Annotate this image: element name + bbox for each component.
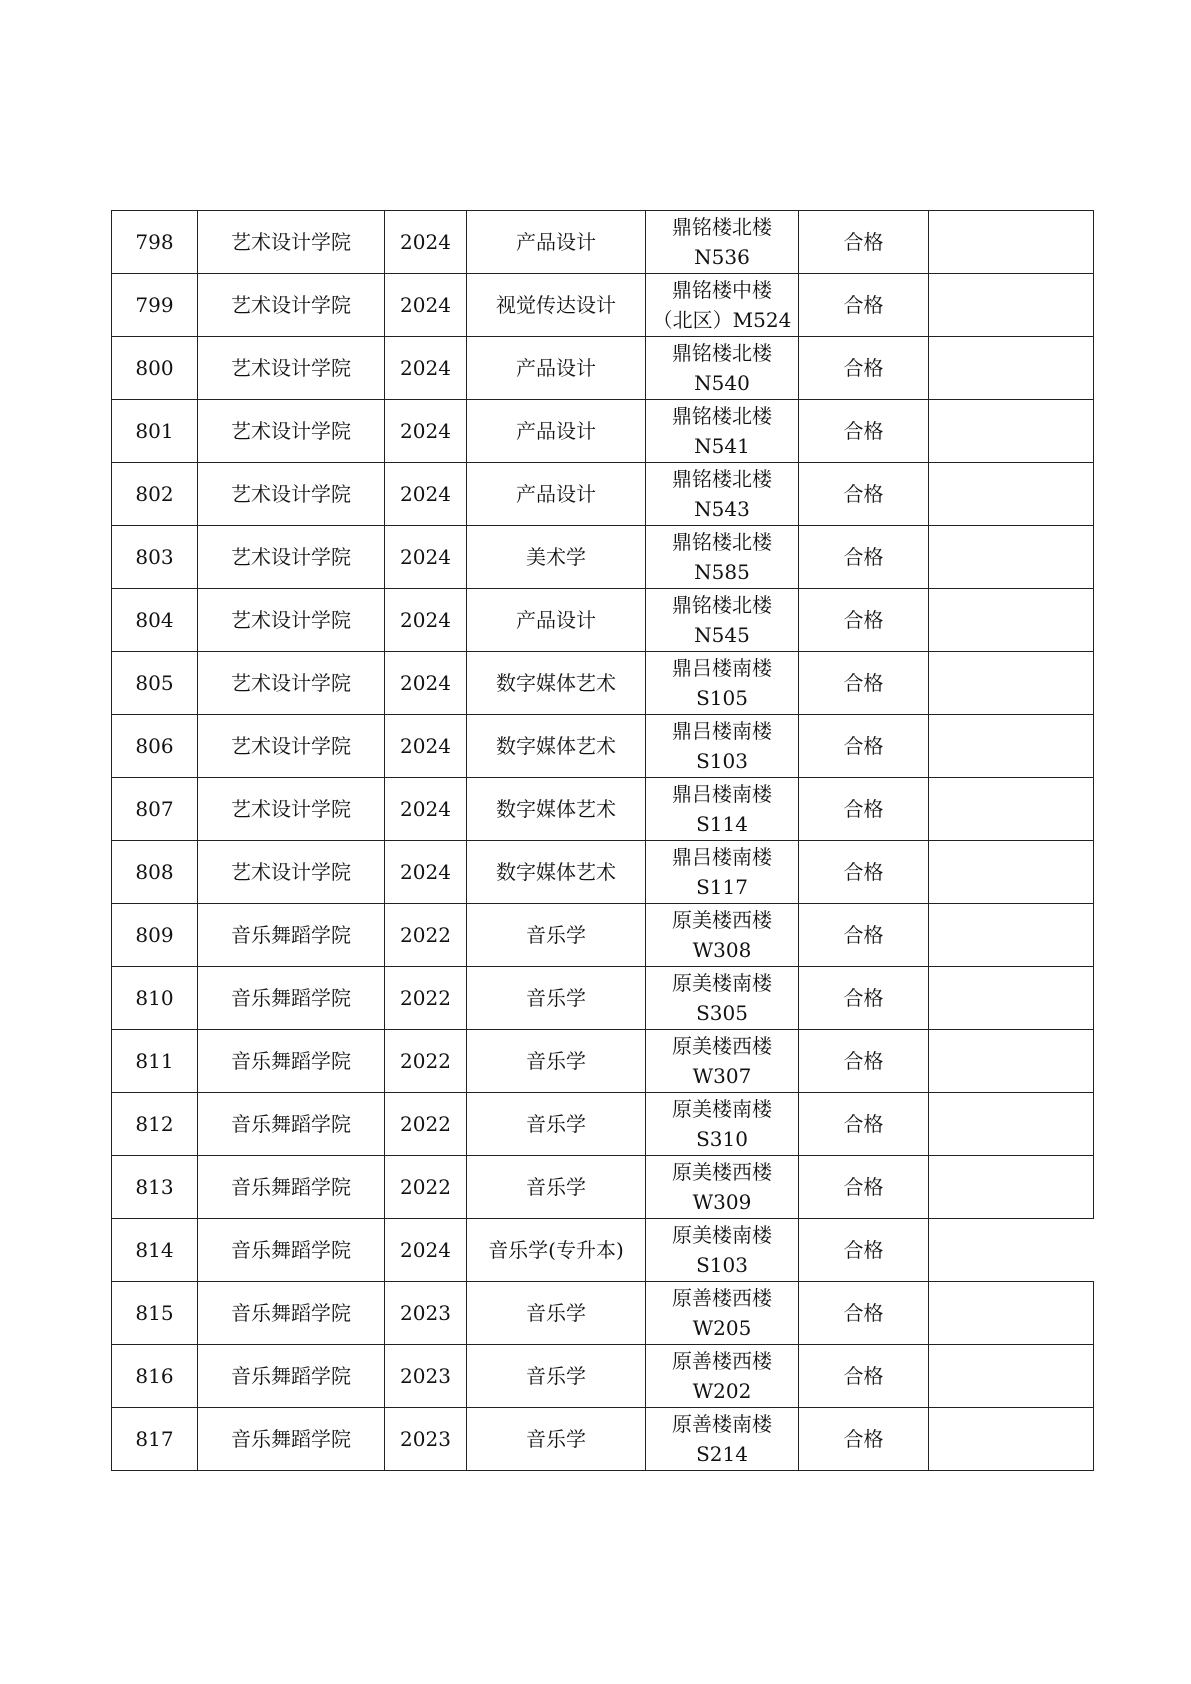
- cell-note: [929, 1282, 1094, 1345]
- cell-dorm-room: [646, 1156, 799, 1219]
- cell-major: 音乐学: [467, 1030, 646, 1093]
- cell-result: 合格: [799, 1219, 929, 1282]
- cell-number: 806: [112, 715, 198, 778]
- cell-year: 2024: [385, 841, 467, 904]
- cell-result: 合格: [799, 1345, 929, 1408]
- cell-result: 合格: [799, 463, 929, 526]
- cell-major: 产品设计: [467, 337, 646, 400]
- room-number: N541: [694, 434, 750, 458]
- room-building: 原美楼西楼: [672, 1160, 772, 1184]
- cell-dorm-room: [646, 1219, 799, 1282]
- cell-year: 2024: [385, 274, 467, 337]
- cell-major: 美术学: [467, 526, 646, 589]
- cell-dorm-room: [646, 1030, 799, 1093]
- cell-college: 音乐舞蹈学院: [198, 1156, 385, 1219]
- cell-year: 2023: [385, 1282, 467, 1345]
- cell-dorm-room: [646, 967, 799, 1030]
- table-row: [112, 1219, 1094, 1282]
- cell-major: 音乐学: [467, 1156, 646, 1219]
- cell-note: [929, 400, 1094, 463]
- cell-college: 音乐舞蹈学院: [198, 1093, 385, 1156]
- cell-major: 数字媒体艺术: [467, 778, 646, 841]
- cell-dorm-room: [646, 1093, 799, 1156]
- cell-dorm-room: [646, 211, 799, 274]
- cell-result: 合格: [799, 715, 929, 778]
- cell-note: [929, 589, 1094, 652]
- cell-dorm-room: [646, 904, 799, 967]
- cell-dorm-room: [646, 463, 799, 526]
- cell-number: 803: [112, 526, 198, 589]
- room-number: S114: [696, 812, 748, 836]
- cell-result: 合格: [799, 1156, 929, 1219]
- cell-number: 801: [112, 400, 198, 463]
- cell-college: 音乐舞蹈学院: [198, 1345, 385, 1408]
- room-number: S105: [696, 686, 748, 710]
- inspection-results-table: [111, 210, 1094, 1471]
- cell-year: 2024: [385, 589, 467, 652]
- cell-dorm-room: [646, 274, 799, 337]
- cell-result: 合格: [799, 337, 929, 400]
- room-building: 原善楼西楼: [672, 1286, 772, 1310]
- cell-college: 音乐舞蹈学院: [198, 904, 385, 967]
- cell-dorm-room: [646, 337, 799, 400]
- cell-note: [929, 463, 1094, 526]
- cell-number: 810: [112, 967, 198, 1030]
- table-row: [112, 337, 1094, 400]
- table-row: [112, 463, 1094, 526]
- room-building: 原美楼南楼: [672, 1097, 772, 1121]
- cell-college: 艺术设计学院: [198, 463, 385, 526]
- table-row: [112, 778, 1094, 841]
- cell-college: 音乐舞蹈学院: [198, 967, 385, 1030]
- cell-note: [929, 1408, 1094, 1471]
- room-number: N540: [694, 371, 750, 395]
- cell-major: 数字媒体艺术: [467, 841, 646, 904]
- cell-major: 视觉传达设计: [467, 274, 646, 337]
- room-building: 原美楼西楼: [672, 908, 772, 932]
- room-number: S214: [696, 1442, 748, 1466]
- cell-note: [929, 1093, 1094, 1156]
- cell-year: 2024: [385, 337, 467, 400]
- room-number: W205: [692, 1316, 752, 1340]
- cell-year: 2024: [385, 400, 467, 463]
- room-number: S310: [696, 1127, 748, 1151]
- cell-dorm-room: [646, 1345, 799, 1408]
- room-number: W307: [692, 1064, 752, 1088]
- table-row: [112, 211, 1094, 274]
- cell-note: [929, 1156, 1094, 1219]
- cell-year: 2023: [385, 1345, 467, 1408]
- cell-note: [929, 904, 1094, 967]
- cell-note: [929, 715, 1094, 778]
- room-number: （北区）M524: [652, 308, 792, 332]
- room-number: W308: [692, 938, 752, 962]
- cell-note: [929, 652, 1094, 715]
- room-building: 原美楼西楼: [672, 1034, 772, 1058]
- table-row: [112, 1345, 1094, 1408]
- room-number: S117: [696, 875, 748, 899]
- cell-result: 合格: [799, 652, 929, 715]
- cell-result: 合格: [799, 400, 929, 463]
- cell-number: 804: [112, 589, 198, 652]
- room-building: 原善楼南楼: [672, 1412, 772, 1436]
- cell-note: [929, 778, 1094, 841]
- cell-major: 数字媒体艺术: [467, 715, 646, 778]
- cell-number: 812: [112, 1093, 198, 1156]
- table-row: [112, 652, 1094, 715]
- cell-major: 产品设计: [467, 211, 646, 274]
- table-body: [112, 211, 1094, 1471]
- cell-result: 合格: [799, 1408, 929, 1471]
- cell-result: 合格: [799, 1030, 929, 1093]
- cell-number: 799: [112, 274, 198, 337]
- room-building: 鼎铭楼北楼: [672, 467, 772, 491]
- cell-college: 音乐舞蹈学院: [198, 1219, 385, 1282]
- room-number: N543: [694, 497, 750, 521]
- table-row: [112, 400, 1094, 463]
- cell-result: 合格: [799, 904, 929, 967]
- cell-year: 2023: [385, 1408, 467, 1471]
- cell-result: 合格: [799, 967, 929, 1030]
- cell-note: [929, 337, 1094, 400]
- table-row: [112, 904, 1094, 967]
- table-row: [112, 967, 1094, 1030]
- table-row: [112, 274, 1094, 337]
- cell-major: 音乐学: [467, 1282, 646, 1345]
- cell-major: 音乐学: [467, 1345, 646, 1408]
- cell-major: 音乐学: [467, 1093, 646, 1156]
- cell-note: [929, 1030, 1094, 1093]
- cell-college: 艺术设计学院: [198, 526, 385, 589]
- cell-college: 艺术设计学院: [198, 589, 385, 652]
- room-building: 鼎铭楼北楼: [672, 404, 772, 428]
- cell-number: 817: [112, 1408, 198, 1471]
- table-row: [112, 526, 1094, 589]
- cell-number: 798: [112, 211, 198, 274]
- room-building: 原美楼南楼: [672, 971, 772, 995]
- cell-result: 合格: [799, 211, 929, 274]
- cell-result: 合格: [799, 589, 929, 652]
- cell-major: 数字媒体艺术: [467, 652, 646, 715]
- cell-college: 艺术设计学院: [198, 778, 385, 841]
- cell-result: 合格: [799, 274, 929, 337]
- cell-note: [929, 1345, 1094, 1408]
- cell-number: 813: [112, 1156, 198, 1219]
- cell-number: 815: [112, 1282, 198, 1345]
- cell-college: 音乐舞蹈学院: [198, 1408, 385, 1471]
- room-building: 鼎吕楼南楼: [672, 656, 772, 680]
- cell-dorm-room: [646, 715, 799, 778]
- cell-college: 艺术设计学院: [198, 274, 385, 337]
- table-row: [112, 841, 1094, 904]
- cell-year: 2022: [385, 967, 467, 1030]
- cell-year: 2024: [385, 1219, 467, 1282]
- cell-college: 音乐舞蹈学院: [198, 1282, 385, 1345]
- cell-dorm-room: [646, 589, 799, 652]
- cell-note: [929, 526, 1094, 589]
- room-building: 鼎铭楼北楼: [672, 530, 772, 554]
- room-number: S103: [696, 749, 748, 773]
- room-building: 鼎吕楼南楼: [672, 782, 772, 806]
- table-row: [112, 1156, 1094, 1219]
- room-number: W202: [692, 1379, 752, 1403]
- room-number: S305: [696, 1001, 748, 1025]
- cell-note: [929, 211, 1094, 274]
- cell-year: 2024: [385, 778, 467, 841]
- room-building: 鼎铭楼北楼: [672, 341, 772, 365]
- table-row: [112, 1282, 1094, 1345]
- cell-dorm-room: [646, 526, 799, 589]
- cell-number: 809: [112, 904, 198, 967]
- cell-dorm-room: [646, 778, 799, 841]
- cell-dorm-room: [646, 400, 799, 463]
- cell-note: [929, 841, 1094, 904]
- cell-year: 2024: [385, 526, 467, 589]
- table-row: [112, 1093, 1094, 1156]
- cell-result: 合格: [799, 1282, 929, 1345]
- cell-note: [929, 274, 1094, 337]
- table-row: [112, 589, 1094, 652]
- cell-major: 音乐学(专升本): [467, 1219, 646, 1282]
- cell-year: 2022: [385, 1093, 467, 1156]
- cell-college: 艺术设计学院: [198, 337, 385, 400]
- room-building: 原善楼西楼: [672, 1349, 772, 1373]
- cell-number: 805: [112, 652, 198, 715]
- cell-college: 艺术设计学院: [198, 715, 385, 778]
- cell-college: 艺术设计学院: [198, 211, 385, 274]
- room-number: S103: [696, 1253, 748, 1277]
- table-row: [112, 1408, 1094, 1471]
- cell-result: 合格: [799, 778, 929, 841]
- cell-result: 合格: [799, 841, 929, 904]
- cell-note: [929, 1219, 1094, 1282]
- cell-note: [929, 967, 1094, 1030]
- cell-major: 音乐学: [467, 904, 646, 967]
- cell-year: 2024: [385, 463, 467, 526]
- cell-year: 2022: [385, 904, 467, 967]
- cell-dorm-room: [646, 1408, 799, 1471]
- cell-number: 807: [112, 778, 198, 841]
- room-building: 鼎铭楼北楼: [672, 215, 772, 239]
- cell-year: 2024: [385, 211, 467, 274]
- room-number: W309: [692, 1190, 752, 1214]
- table-row: [112, 1030, 1094, 1093]
- cell-dorm-room: [646, 652, 799, 715]
- cell-college: 音乐舞蹈学院: [198, 1030, 385, 1093]
- cell-major: 音乐学: [467, 967, 646, 1030]
- cell-number: 802: [112, 463, 198, 526]
- cell-number: 808: [112, 841, 198, 904]
- room-building: 鼎吕楼南楼: [672, 845, 772, 869]
- cell-major: 产品设计: [467, 463, 646, 526]
- room-number: N545: [694, 623, 750, 647]
- cell-year: 2022: [385, 1156, 467, 1219]
- cell-college: 艺术设计学院: [198, 652, 385, 715]
- cell-college: 艺术设计学院: [198, 841, 385, 904]
- cell-number: 800: [112, 337, 198, 400]
- cell-result: 合格: [799, 1093, 929, 1156]
- table-row: [112, 715, 1094, 778]
- cell-number: 811: [112, 1030, 198, 1093]
- cell-dorm-room: [646, 841, 799, 904]
- room-building: 鼎铭楼北楼: [672, 593, 772, 617]
- room-building: 鼎铭楼中楼: [672, 278, 772, 302]
- cell-major: 音乐学: [467, 1408, 646, 1471]
- cell-result: 合格: [799, 526, 929, 589]
- room-building: 鼎吕楼南楼: [672, 719, 772, 743]
- cell-college: 艺术设计学院: [198, 400, 385, 463]
- cell-major: 产品设计: [467, 589, 646, 652]
- cell-major: 产品设计: [467, 400, 646, 463]
- room-number: N536: [694, 245, 750, 269]
- cell-year: 2022: [385, 1030, 467, 1093]
- cell-year: 2024: [385, 715, 467, 778]
- room-number: N585: [694, 560, 750, 584]
- cell-dorm-room: [646, 1282, 799, 1345]
- cell-year: 2024: [385, 652, 467, 715]
- cell-number: 816: [112, 1345, 198, 1408]
- room-building: 原美楼南楼: [672, 1223, 772, 1247]
- cell-number: 814: [112, 1219, 198, 1282]
